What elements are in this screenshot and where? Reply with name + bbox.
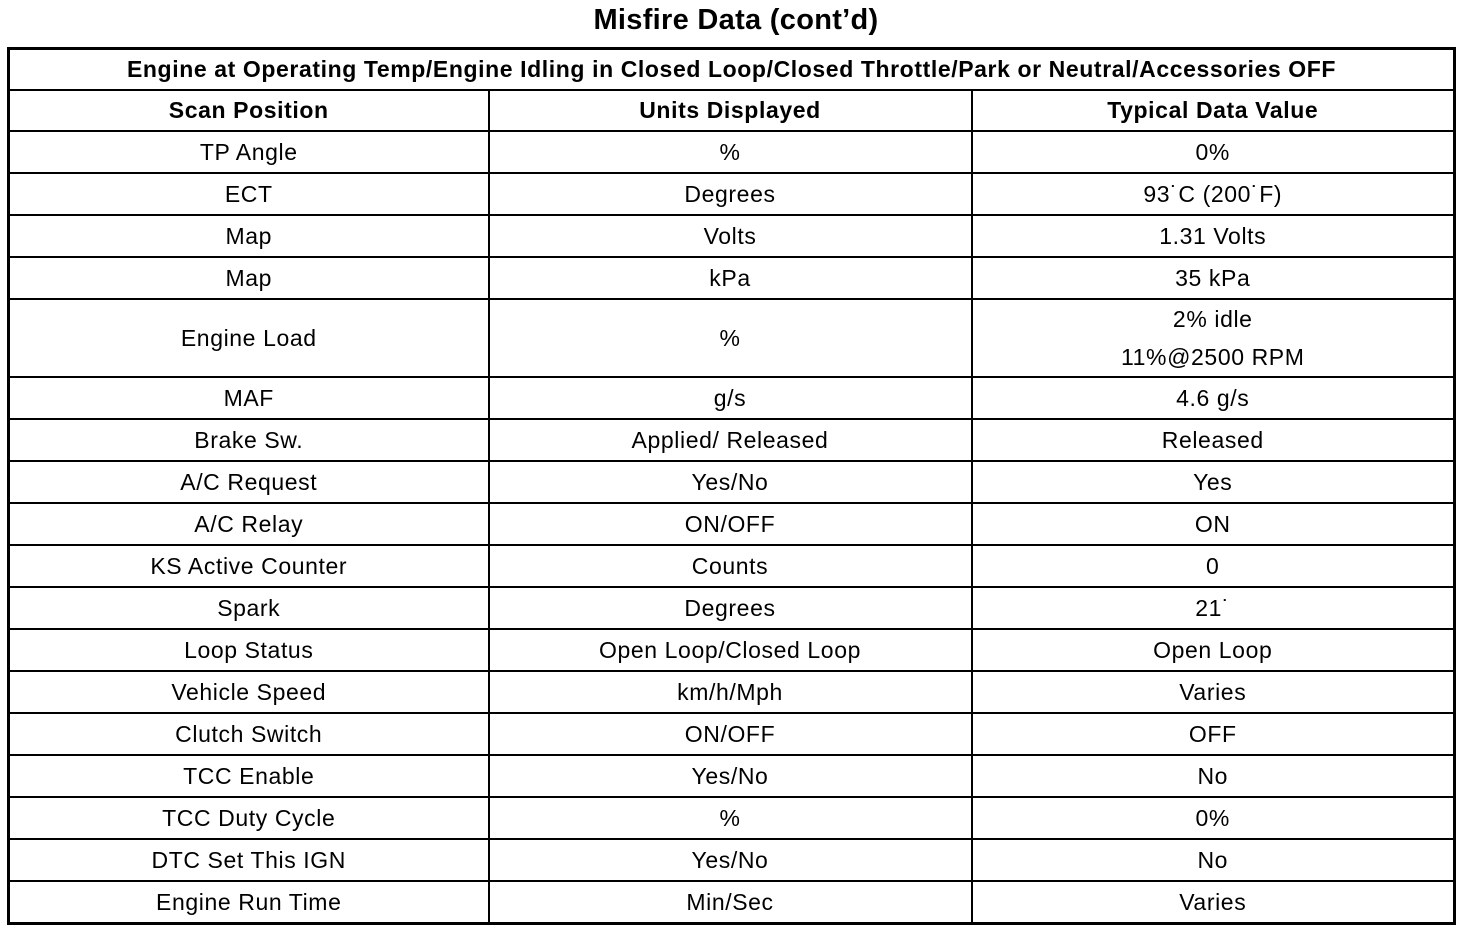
typical-value-cell: No (972, 839, 1455, 881)
scan-position-cell: Loop Status (9, 629, 489, 671)
scan-position-cell: TP Angle (9, 131, 489, 173)
table-row (9, 755, 1455, 797)
scan-position-cell: Engine Run Time (9, 881, 489, 924)
typical-value-cell: 0% (972, 797, 1455, 839)
scan-position-cell: Brake Sw. (9, 419, 489, 461)
scan-position-cell: Engine Load (9, 299, 489, 377)
units-cell: Min/Sec (489, 881, 972, 924)
condition-header: Engine at Operating Temp/Engine Idling in Closed Loop/Closed Throttle/Park or Neutral/Accessories OFF (9, 49, 1455, 91)
scan-position-cell: Vehicle Speed (9, 671, 489, 713)
table-row (9, 419, 1455, 461)
typical-value-cell: 35 kPa (972, 257, 1455, 299)
scan-position-cell: Clutch Switch (9, 713, 489, 755)
typical-value-cell: Released (972, 419, 1455, 461)
scan-position-cell: ECT (9, 173, 489, 215)
typical-value-cell: Varies (972, 881, 1455, 924)
units-cell: Degrees (489, 587, 972, 629)
units-cell: g/s (489, 377, 972, 419)
scan-position-cell: KS Active Counter (9, 545, 489, 587)
typical-value-cell: No (972, 755, 1455, 797)
typical-value-cell: Yes (972, 461, 1455, 503)
scan-position-cell: DTC Set This IGN (9, 839, 489, 881)
typical-value-cell: Open Loop (972, 629, 1455, 671)
table-row (9, 671, 1455, 713)
scan-position-cell: Spark (9, 587, 489, 629)
units-cell: Open Loop/Closed Loop (489, 629, 972, 671)
typical-value-cell: 21˙ (972, 587, 1455, 629)
table-row (9, 377, 1455, 419)
units-cell: % (489, 131, 972, 173)
units-cell: Counts (489, 545, 972, 587)
table-row (9, 629, 1455, 671)
scan-position-cell: TCC Duty Cycle (9, 797, 489, 839)
table-row (9, 713, 1455, 755)
units-cell: Yes/No (489, 461, 972, 503)
units-cell: ON/OFF (489, 503, 972, 545)
table-row (9, 173, 1455, 215)
scan-position-cell: A/C Relay (9, 503, 489, 545)
units-cell: Yes/No (489, 755, 972, 797)
units-displayed-header: Units Displayed (489, 90, 972, 131)
typical-value-header: Typical Data Value (972, 90, 1455, 131)
scan-position-cell: Map (9, 215, 489, 257)
typical-value-cell (972, 299, 1455, 377)
table-row (9, 461, 1455, 503)
table-row (9, 587, 1455, 629)
typical-value-cell: Varies (972, 671, 1455, 713)
table-row (9, 545, 1455, 587)
typical-value-line-2: 11%@2500 RPM (1120, 344, 1305, 370)
table-row (9, 503, 1455, 545)
typical-value-cell: OFF (972, 713, 1455, 755)
table-row (9, 215, 1455, 257)
units-cell: kPa (489, 257, 972, 299)
table-row (9, 797, 1455, 839)
typical-value-line-1: 2% idle (1172, 306, 1253, 332)
scan-position-cell: Map (9, 257, 489, 299)
scan-position-cell: MAF (9, 377, 489, 419)
table-row (9, 257, 1455, 299)
column-header-row (9, 90, 1455, 131)
misfire-data-table (7, 47, 1456, 925)
typical-value-cell: 0% (972, 131, 1455, 173)
typical-value-cell: 0 (972, 545, 1455, 587)
page-title: Misfire Data (cont’d) (593, 4, 879, 36)
units-cell: Degrees (489, 173, 972, 215)
table-row (9, 881, 1455, 924)
scan-position-cell: A/C Request (9, 461, 489, 503)
units-cell: Yes/No (489, 839, 972, 881)
units-cell: % (489, 299, 972, 377)
units-cell: km/h/Mph (489, 671, 972, 713)
table-row (9, 299, 1455, 377)
units-cell: ON/OFF (489, 713, 972, 755)
units-cell: % (489, 797, 972, 839)
scan-position-cell: TCC Enable (9, 755, 489, 797)
table-row (9, 839, 1455, 881)
units-cell: Volts (489, 215, 972, 257)
typical-value-cell: 4.6 g/s (972, 377, 1455, 419)
table-row (9, 131, 1455, 173)
scan-position-header: Scan Position (9, 90, 489, 131)
typical-value-cell: ON (972, 503, 1455, 545)
typical-value-cell: 1.31 Volts (972, 215, 1455, 257)
typical-value-cell: 93˙C (200˙F) (972, 173, 1455, 215)
units-cell: Applied/ Released (489, 419, 972, 461)
condition-row (9, 49, 1455, 91)
